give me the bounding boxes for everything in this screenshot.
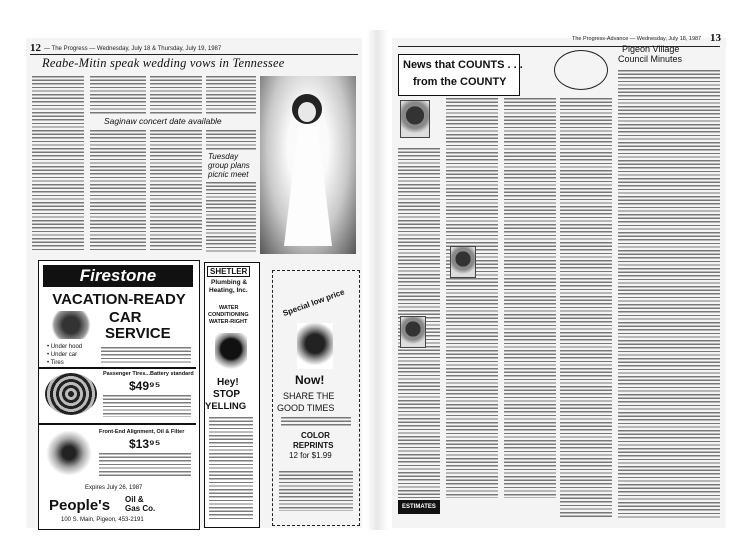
- shetler-line-1: Plumbing &: [211, 279, 248, 286]
- article-column: [206, 76, 256, 114]
- now-text: Now!: [295, 373, 325, 387]
- camera-illustration: [297, 323, 333, 369]
- article-column: [90, 76, 146, 114]
- article-column: [90, 130, 146, 252]
- ad-divider: [39, 423, 196, 425]
- share-text: SHARE THE: [283, 391, 335, 401]
- banner-line-2: from the COUNTY: [413, 76, 507, 88]
- stop-text: STOP: [213, 389, 241, 400]
- special-low-price-ribbon: Special low price: [281, 287, 346, 319]
- dealer-name: People's: [49, 497, 111, 514]
- ad-fine-print: [103, 395, 191, 417]
- county-map-graphic: [554, 50, 608, 90]
- yelling-text: YELLING: [205, 401, 247, 412]
- cartoon-illustration: [215, 333, 247, 373]
- car-illustration: [47, 311, 95, 339]
- shetler-line-2: Heating, Inc.: [209, 287, 248, 294]
- article-column: [150, 76, 202, 114]
- portrait-photo: [400, 316, 426, 348]
- council-minutes-text: [618, 70, 720, 520]
- right-page-number: 13: [710, 32, 721, 44]
- checklist-item: • Under car: [47, 352, 78, 358]
- banner-line-1: News that COUNTS . . .: [403, 59, 523, 71]
- dealer-address: 100 S. Main, Pigeon, 453-2191: [61, 517, 144, 523]
- article-column: [206, 182, 256, 252]
- ad-title-3: SERVICE: [105, 325, 171, 342]
- ad-title-1: VACATION-READY: [52, 291, 186, 308]
- council-title-2: Council Minutes: [618, 54, 683, 64]
- ad-fine-print: [279, 471, 353, 511]
- wedding-photo: [260, 76, 356, 254]
- headline: Reabe-Mitin speak wedding vows in Tennessee: [42, 56, 285, 70]
- firestone-ad: [38, 260, 200, 530]
- ad-fine-print: [101, 347, 191, 363]
- article-column: [206, 130, 256, 150]
- left-page-number: 12: [30, 42, 41, 54]
- shetler-line-4: CONDITIONING: [208, 312, 249, 318]
- news-banner: [398, 54, 523, 96]
- article-column: [504, 98, 556, 498]
- offer-1-title: Passenger Tires...Battery standard: [103, 371, 194, 377]
- ad-fine-print: [281, 417, 351, 427]
- reprints-price: 12 for $1.99: [289, 451, 332, 460]
- portrait-photo: [450, 246, 476, 278]
- subhead: Saginaw concert date available: [104, 116, 222, 126]
- firestone-logo: Firestone: [43, 265, 193, 287]
- header-rule: [30, 54, 358, 55]
- reprints-coupon: [272, 270, 360, 526]
- color-text: COLOR: [301, 431, 330, 440]
- page-fold: [366, 30, 388, 530]
- offer-2-price: $13⁹⁵: [129, 437, 161, 451]
- offer-2-title: Front-End Alignment, Oil & Filter: [99, 429, 185, 435]
- dealer-line-1: Oil &: [125, 495, 144, 504]
- article-column: [560, 98, 612, 518]
- good-times-text: GOOD TIMES: [277, 403, 335, 413]
- offer-1-price: $49⁹⁵: [129, 379, 161, 393]
- shetler-ad: [204, 262, 260, 528]
- article-column: [32, 76, 84, 251]
- ad-fine-print: [209, 417, 253, 521]
- left-header-line: — The Progress — Wednesday, July 18 & Thursday, July 19, 1987: [44, 46, 222, 52]
- right-header-line: The Progress-Advance — Wednesday, July 18, 1987: [572, 36, 702, 42]
- council-title-1: Pigeon Village: [622, 44, 680, 54]
- portrait-photo: [400, 100, 430, 138]
- hey-text: Hey!: [217, 377, 239, 388]
- expires-line: Expires July 26, 1987: [85, 485, 143, 491]
- ad-divider: [39, 367, 196, 369]
- ad-fine-print: [99, 453, 191, 477]
- article-column: [446, 98, 498, 498]
- column-headline: Tuesday group plans picnic meet: [208, 152, 250, 179]
- ad-title-2: CAR: [109, 309, 142, 326]
- checklist-item: • Tires: [47, 360, 64, 366]
- shetler-name: SHETLER: [207, 266, 250, 277]
- shetler-line-5: WATER-RIGHT: [209, 319, 248, 325]
- bride-face: [298, 102, 316, 122]
- dealer-line-2: Gas Co.: [125, 504, 156, 513]
- tire-illustration: [45, 373, 97, 415]
- wedding-dress: [284, 126, 332, 246]
- shetler-line-3: WATER: [219, 305, 239, 311]
- reprints-text: REPRINTS: [293, 441, 334, 450]
- checklist-item: • Under hood: [47, 344, 83, 350]
- checklist: [47, 343, 82, 367]
- estimates-badge: ESTIMATES: [398, 500, 440, 514]
- article-column: [150, 130, 202, 252]
- engine-illustration: [45, 431, 93, 475]
